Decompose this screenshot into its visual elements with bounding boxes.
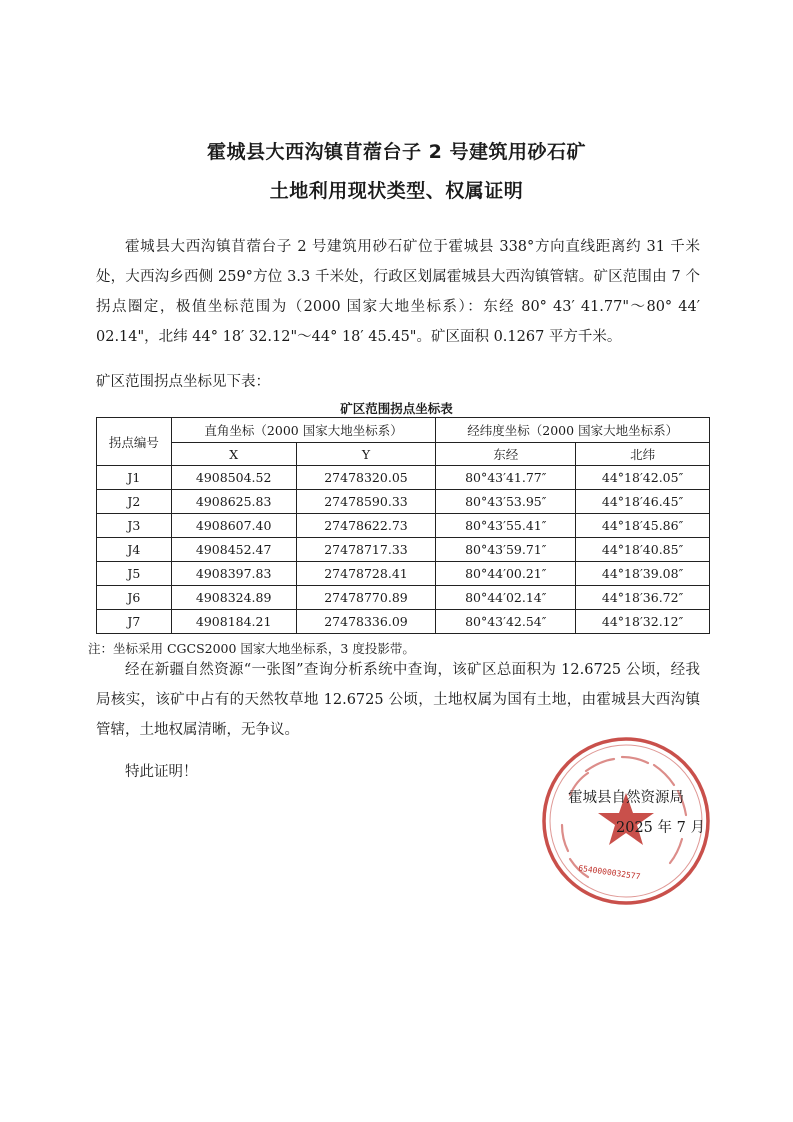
coord-lat: 44°18′32.12″ (576, 610, 710, 634)
coord-y: 27478770.89 (296, 586, 436, 610)
table-caption: 矿区范围拐点坐标表 (340, 401, 453, 416)
table-row (97, 490, 710, 514)
point-id: J6 (97, 586, 172, 610)
coord-y: 27478622.73 (296, 514, 436, 538)
coord-lon: 80°43′41.77″ (436, 466, 576, 490)
header-x: X (171, 443, 296, 466)
coord-lon: 80°43′53.95″ (436, 490, 576, 514)
header-point-id: 拐点编号 (97, 418, 172, 466)
coord-x: 4908452.47 (171, 538, 296, 562)
seal-number: 6540000032577 (577, 863, 641, 882)
intro-paragraph-tail: 矿区范围拐点坐标见下表： (96, 374, 270, 390)
coord-x: 4908607.40 (171, 514, 296, 538)
point-id: J1 (97, 466, 172, 490)
coord-lat: 44°18′36.72″ (576, 586, 710, 610)
coord-y: 27478320.05 (296, 466, 436, 490)
table-row (97, 466, 710, 490)
table-header-row (97, 418, 710, 443)
coordinates-table (96, 417, 710, 634)
table-subheader-row (97, 443, 710, 466)
coord-y: 27478728.41 (296, 562, 436, 586)
point-id: J4 (97, 538, 172, 562)
signature-date: 2025 年 7 月 (616, 820, 705, 836)
coord-x: 4908184.21 (171, 610, 296, 634)
point-id: J3 (97, 514, 172, 538)
intro-paragraph: 霍城县大西沟镇苜蓿台子 2 号建筑用砂石矿位于霍城县 338°方向直线距离约 31 千米处，大西沟乡西侧 259°方位 3.3 千米处，行政区划属霍城县大西沟镇管辖。矿区范围由 7 个拐点圈定，极值坐标范围为（2000 国家大地坐标系）：东经 80° 43′ 41.77"～80° 44′ 02.14"，北纬 44° 18′ 32.12"～44° 18′ 45.45"。矿区面积 0.1267 平方千米。 (96, 239, 700, 345)
coord-x: 4908625.83 (171, 490, 296, 514)
table-row (97, 586, 710, 610)
coord-lat: 44°18′40.85″ (576, 538, 710, 562)
header-geographic: 经纬度坐标（2000 国家大地坐标系） (436, 418, 710, 443)
coord-lon: 80°44′02.14″ (436, 586, 576, 610)
coord-lon: 80°43′59.71″ (436, 538, 576, 562)
verification-paragraph: 经在新疆自然资源“一张图”查询分析系统中查询，该矿区总面积为 12.6725 公顷，经我局核实，该矿中占有的天然牧草地 12.6725 公顷，土地权属为国有土地，由霍城县大西沟镇管辖，土地权属清晰，无争议。 (96, 662, 700, 738)
document-title-line2: 土地利用现状类型、权属证明 (269, 180, 524, 202)
coord-lat: 44°18′45.86″ (576, 514, 710, 538)
coord-x: 4908324.89 (171, 586, 296, 610)
point-id: J5 (97, 562, 172, 586)
table-row (97, 562, 710, 586)
header-y: Y (296, 443, 436, 466)
table-row (97, 610, 710, 634)
point-id: J7 (97, 610, 172, 634)
header-latitude: 北纬 (576, 443, 710, 466)
closing-statement: 特此证明！ (125, 764, 198, 780)
coord-lon: 80°44′00.21″ (436, 562, 576, 586)
table-note: 注：坐标采用 CGCS2000 国家大地坐标系，3 度投影带。 (88, 641, 415, 656)
header-rectangular: 直角坐标（2000 国家大地坐标系） (171, 418, 436, 443)
coord-y: 27478590.33 (296, 490, 436, 514)
header-longitude: 东经 (436, 443, 576, 466)
document-title-line1: 霍城县大西沟镇苜蓿台子 2 号建筑用砂石矿 (207, 141, 586, 163)
point-id: J2 (97, 490, 172, 514)
signature-organization: 霍城县自然资源局 (568, 790, 684, 806)
coord-x: 4908504.52 (171, 466, 296, 490)
table-row (97, 538, 710, 562)
coord-lon: 80°43′55.41″ (436, 514, 576, 538)
coord-lat: 44°18′39.08″ (576, 562, 710, 586)
coord-lat: 44°18′42.05″ (576, 466, 710, 490)
coord-y: 27478717.33 (296, 538, 436, 562)
table-row (97, 514, 710, 538)
coord-lon: 80°43′42.54″ (436, 610, 576, 634)
coord-lat: 44°18′46.45″ (576, 490, 710, 514)
coord-y: 27478336.09 (296, 610, 436, 634)
coord-x: 4908397.83 (171, 562, 296, 586)
